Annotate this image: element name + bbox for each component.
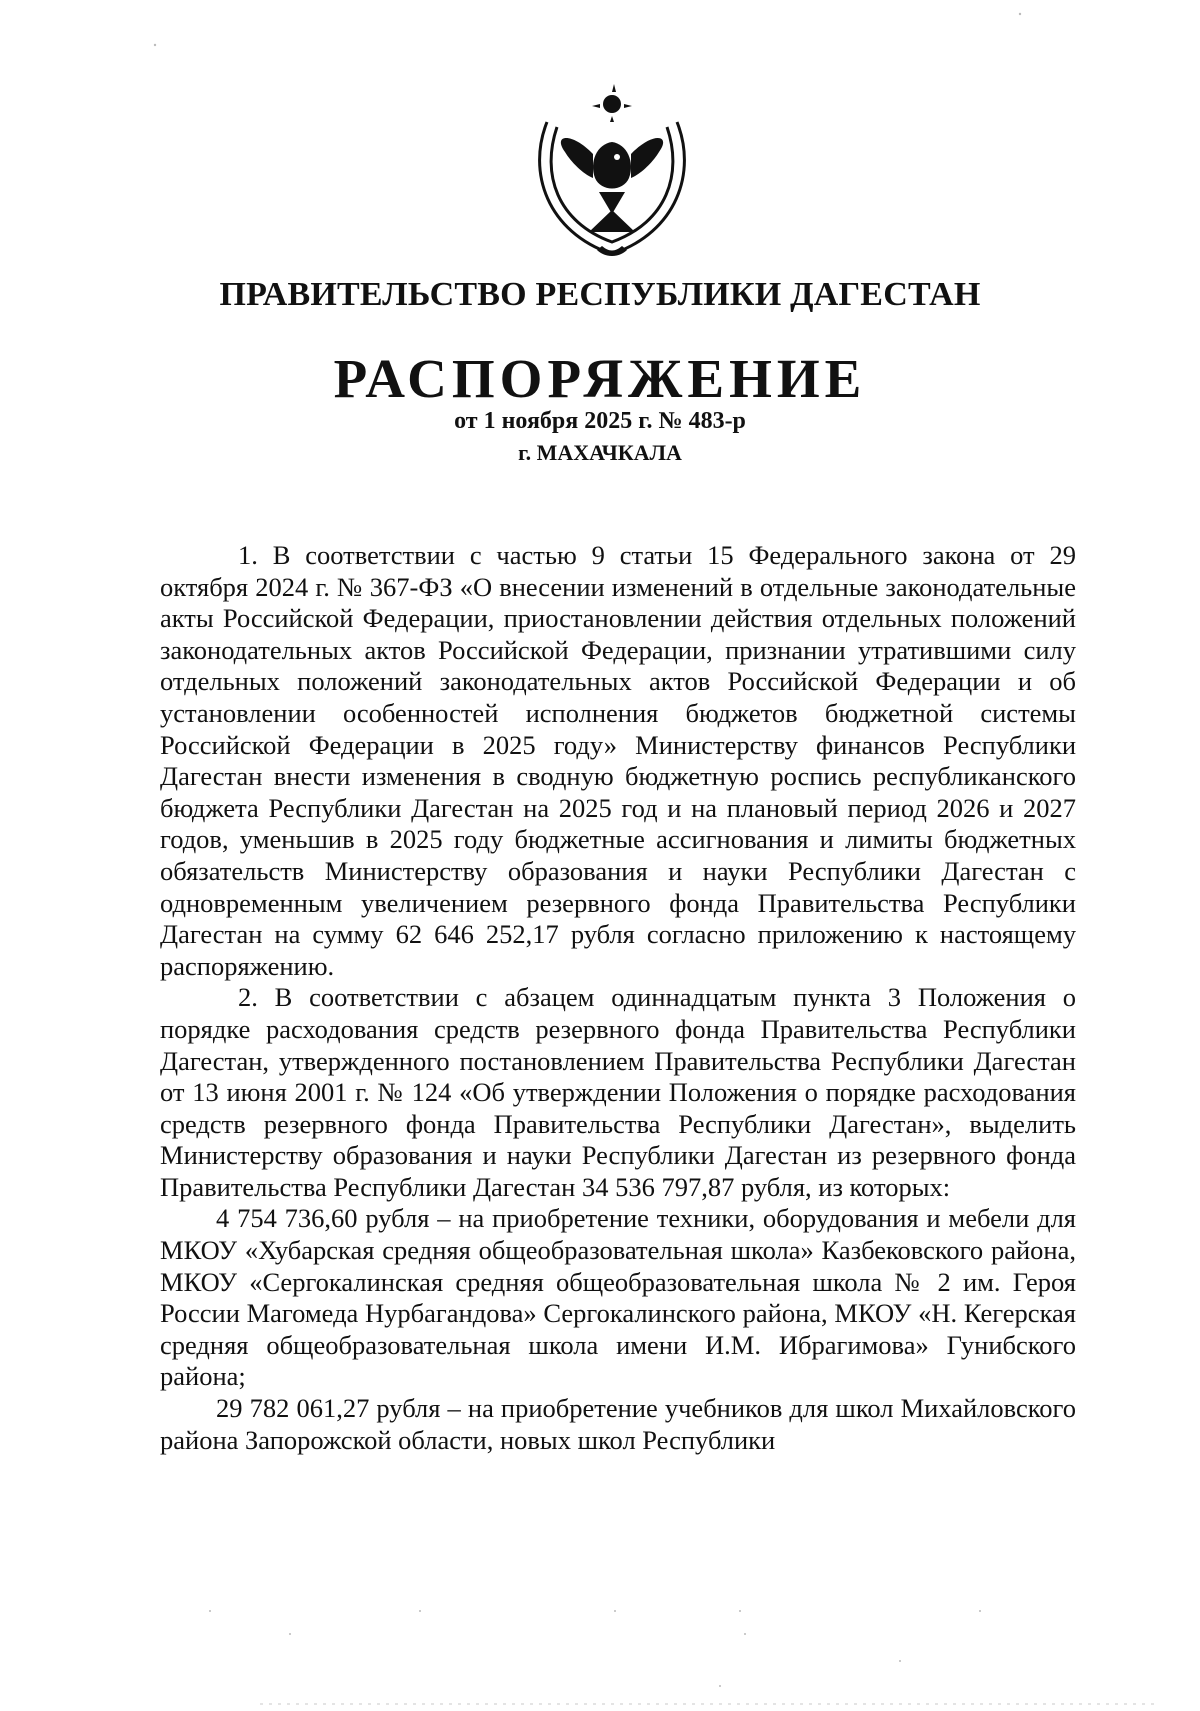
allocation-item-1: 4 754 736,60 рубля – на приобретение техники, оборудования и мебели для МКОУ «Хубарская средняя общеобразовательная школа» Казбековского района, МКОУ «Сергокалинская средняя общеобразовательная школа № 2 им. Героя России Магомеда Нурбагандова» Сергокалинского района, МКОУ «Н. Кегерская средняя общеобразовательная школа имени И.М. Ибрагимова» Гунибского района;: [160, 1203, 1076, 1392]
allocation-item-2: 29 782 061,27 рубля – на приобретение учебников для школ Михайловского района Запорожской области, новых школ Республики: [160, 1393, 1076, 1455]
document-city: г. МАХАЧКАЛА: [518, 440, 682, 465]
paragraph-2: 2. В соответствии с абзацем одиннадцатым пункта 3 Положения о порядке расходования средств резервного фонда Правительства Республики Дагестан, утвержденного постановлением Правительства Республики Дагестан от 13 июня 2001 г. № 124 «Об утверждении Положения о порядке расходования средств резервного фонда Правительства Республики Дагестан», выделить Министерству образования и науки Республики Дагестан из резервного фонда Правительства Республики Дагестан 34 536 797,87 рубля, из которых:: [160, 982, 1076, 1202]
document-body: [160, 540, 1076, 1456]
document-type-heading: РАСПОРЯЖЕНИЕ: [333, 348, 867, 409]
paragraph-1: 1. В соответствии с частью 9 статьи 15 Федерального закона от 29 октября 2024 г. № 367-ФЗ «О внесении изменений в отдельные законодательные акты Российской Федерации, приостановлении действия отдельных положений законодательных актов Российской Федерации, признании утратившими силу отдельных положений законодательных актов Российской Федерации и об установлении особенностей исполнения бюджетов бюджетной системы Российской Федерации в 2025 году» Министерству финансов Республики Дагестан внести изменения в сводную бюджетную роспись республиканского бюджета Республики Дагестан на 2025 год и на плановый период 2026 и 2027 годов, уменьшив в 2025 году бюджетные ассигнования и лимиты бюджетных обязательств Министерству образования и науки Республики Дагестан с одновременным увеличением резервного фонда Правительства Республики Дагестан на сумму 62 646 252,17 рубля согласно приложению к настоящему распоряжению.: [160, 540, 1076, 981]
document-date-number: от 1 ноября 2025 г. № 483-р: [454, 408, 746, 434]
government-title: ПРАВИТЕЛЬСТВО РЕСПУБЛИКИ ДАГЕСТАН: [219, 276, 981, 313]
coat-of-arms-icon: [527, 82, 697, 262]
